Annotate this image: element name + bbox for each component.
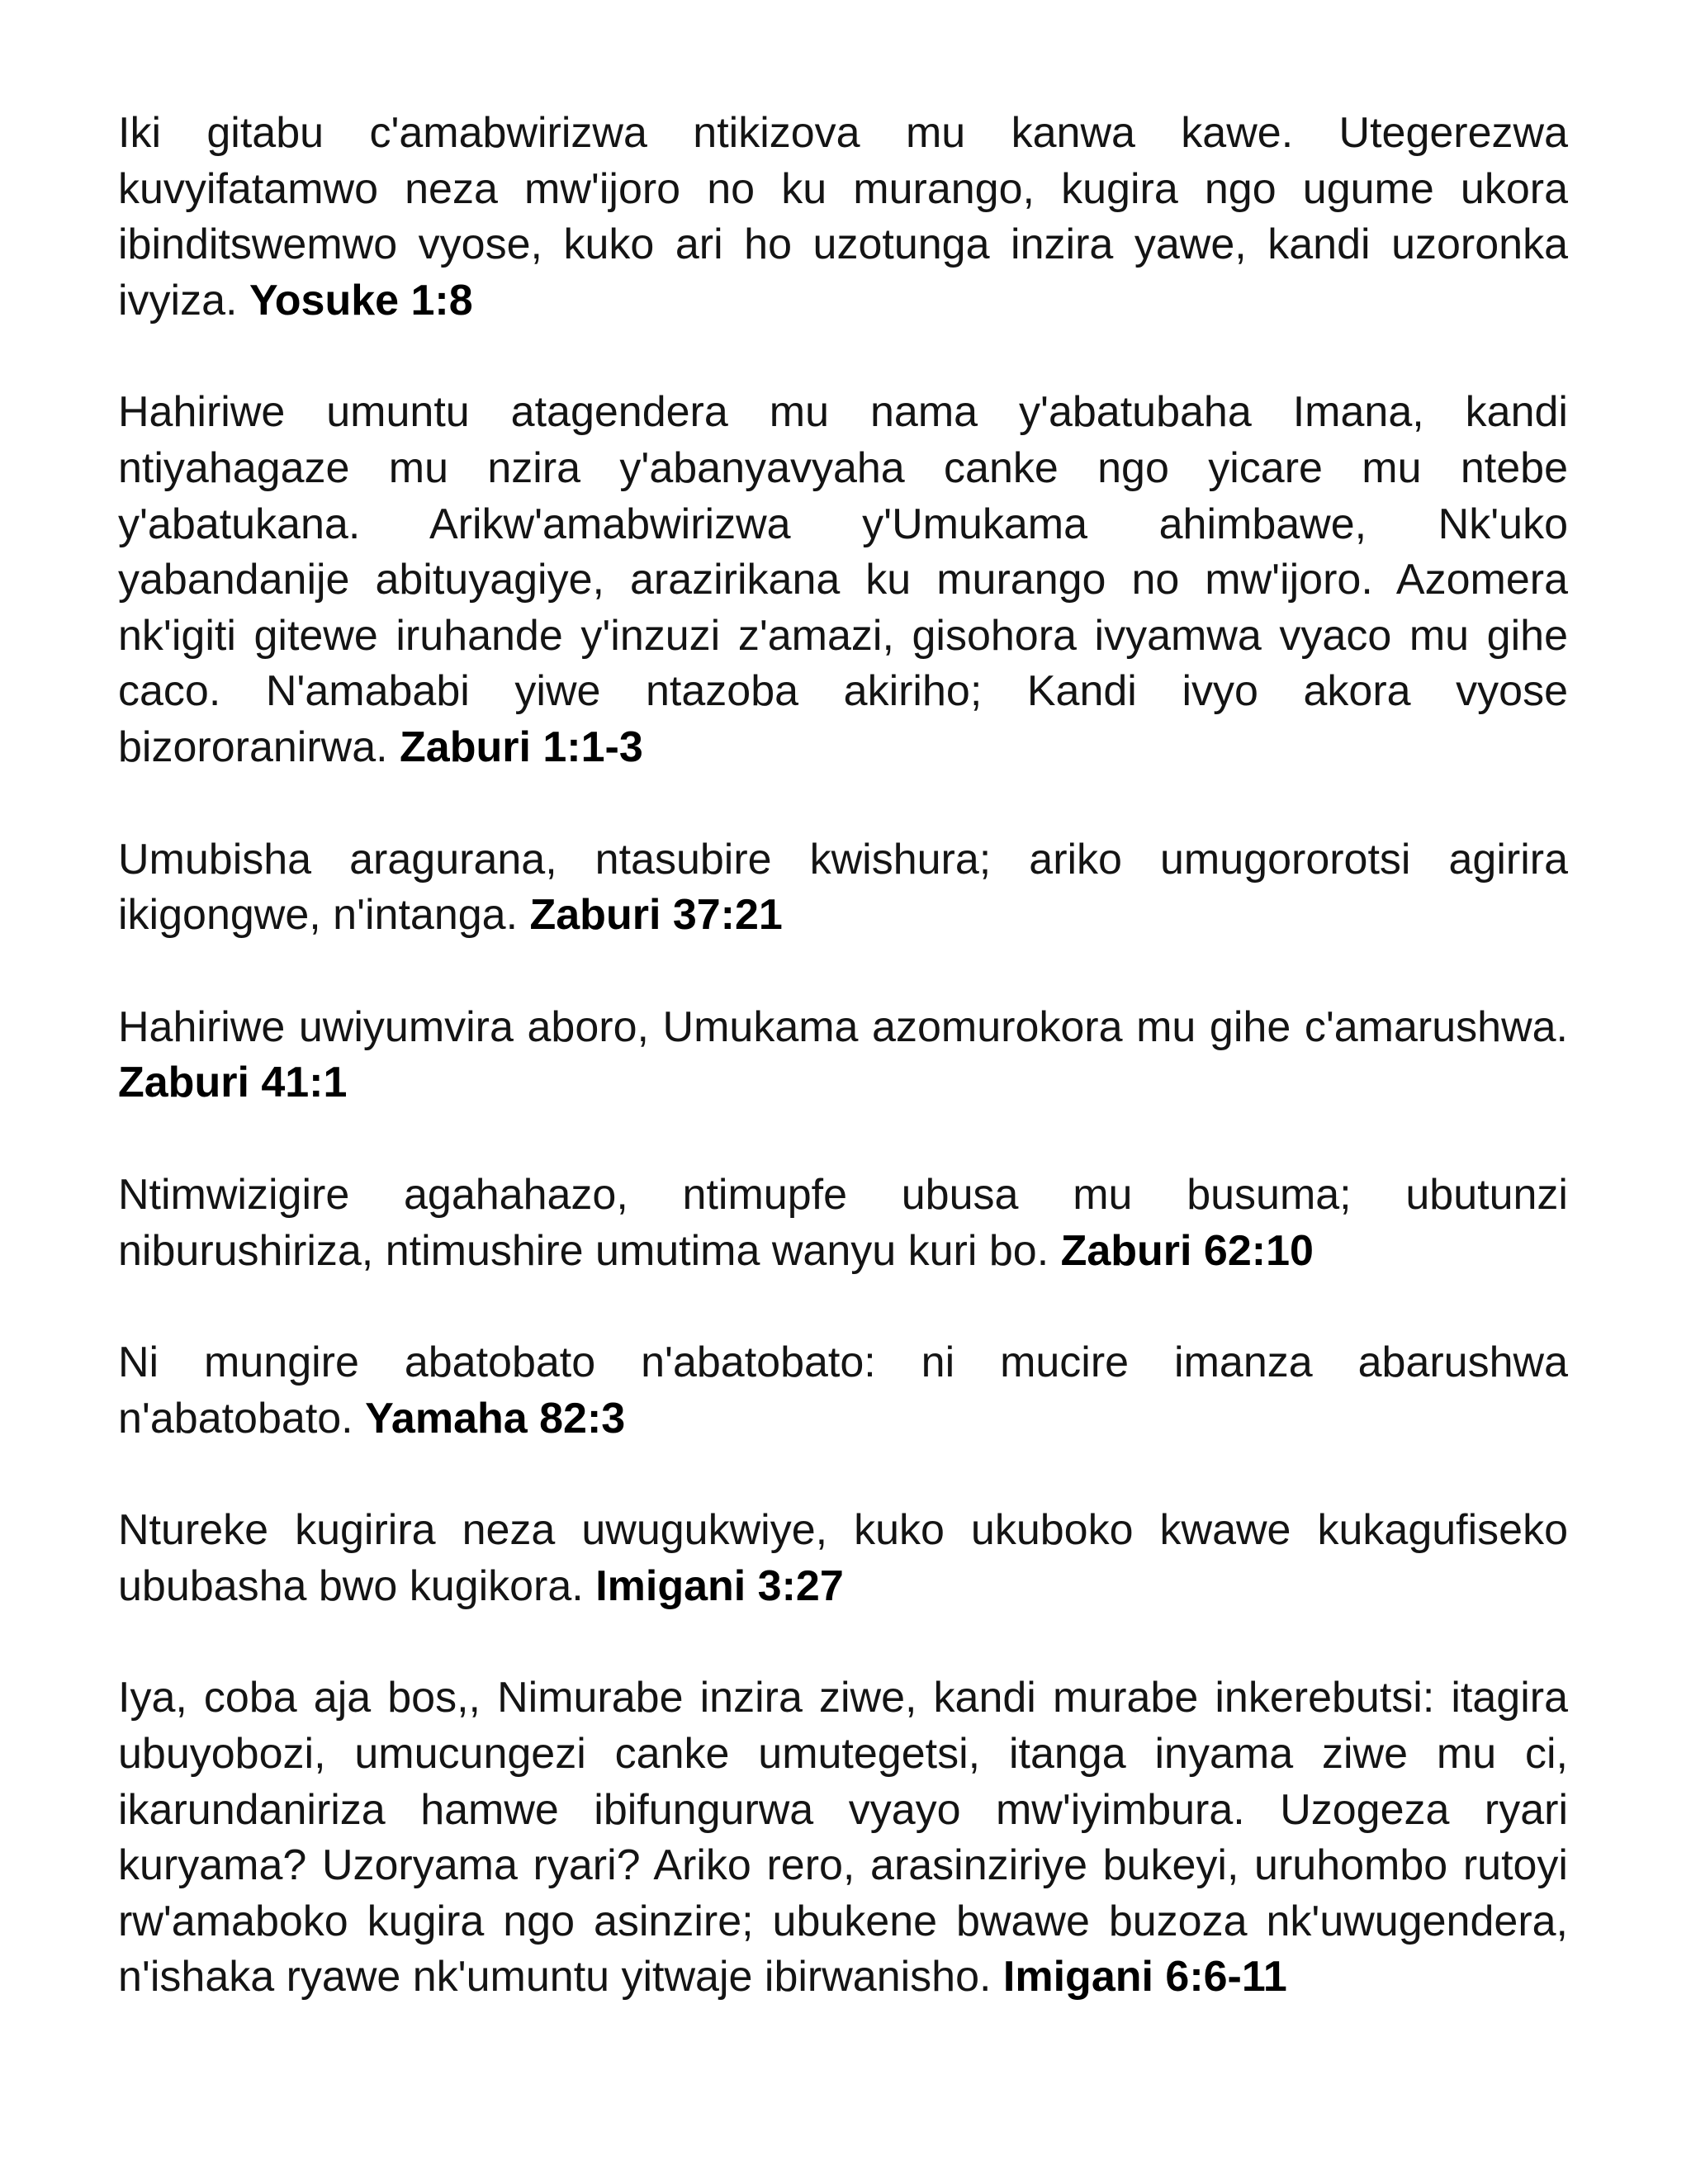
- passage-psalm-62-10: [118, 1168, 1568, 1279]
- passage-psalm-37-21: [118, 832, 1568, 944]
- passage-text: Umubisha aragurana, ntasubire kwishura; ariko umugororotsi agirira ikigongwe, n'intanga.: [118, 835, 1568, 940]
- passage-joshua-1-8: [118, 106, 1568, 329]
- passage-proverbs-6-6-11: [118, 1670, 1568, 2006]
- scripture-reference: Zaburi 37:21: [529, 891, 783, 940]
- scripture-reference: Zaburi 62:10: [1060, 1226, 1314, 1275]
- scripture-reference: Imigani 3:27: [595, 1561, 844, 1610]
- scripture-reference: Zaburi 1:1-3: [400, 722, 643, 771]
- passage-psalm-41-1: [118, 1000, 1568, 1111]
- passage-proverbs-3-27: [118, 1503, 1568, 1614]
- scripture-reference: Yamaha 82:3: [365, 1394, 626, 1443]
- passage-text: Ntimwizigire agahahazo, ntimupfe ubusa mu busuma; ubutunzi niburushiriza, ntimushire umutima wanyu kuri bo.: [118, 1170, 1568, 1275]
- passage-text: Ntureke kugirira neza uwugukwiye, kuko ukuboko kwawe kukagufiseko ububasha bwo kugikora.: [118, 1506, 1568, 1610]
- scripture-reference: Yosuke 1:8: [249, 276, 473, 325]
- passage-text: Iya, coba aja bos,, Nimurabe inzira ziwe, kandi murabe inkerebutsi: itagira ubuyobozi, umucungezi canke umutegetsi, itanga inyama ziwe mu ci, ikarundaniriza hamwe ibifungurwa vyayo mw'iyimbura. Uzogeza ryari kuryama? Uzoryama ryari? Ariko rero, arasinziriye bukeyi, uruhombo rutoyi rw'amaboko kugira ngo asinzire; ubukene bwawe buzoza nk'uwugendera, n'ishaka ryawe nk'umuntu yitwaje ibirwanisho.: [118, 1674, 1568, 2002]
- passage-text: Hahiriwe uwiyumvira aboro, Umukama azomurokora mu gihe c'amarushwa.: [118, 1002, 1568, 1051]
- passage-text: Ni mungire abatobato n'abatobato: ni mucire imanza abarushwa n'abatobato.: [118, 1338, 1568, 1443]
- scripture-reference: Imigani 6:6-11: [1002, 1953, 1287, 2002]
- passage-text: Iki gitabu c'amabwirizwa ntikizova mu kanwa kawe. Utegerezwa kuvyifatamwo neza mw'ijoro no ku murango, kugira ngo ugume ukora ibinditswemwo vyose, kuko ari ho uzotunga inzira yawe, kandi uzoronka ivyiza.: [118, 109, 1568, 325]
- passage-psalm-1-1-3: [118, 385, 1568, 775]
- scripture-reference: Zaburi 41:1: [118, 1059, 348, 1107]
- passage-82-3: [118, 1335, 1568, 1447]
- document-page: [118, 106, 1568, 2062]
- passage-text: Hahiriwe umuntu atagendera mu nama y'abatubaha Imana, kandi ntiyahagaze mu nzira y'abanyavyaha canke ngo yicare mu ntebe y'abatukana. Arikw'amabwirizwa y'Umukama ahimbawe, Nk'uko yabandanije abituyagiye, arazirikana ku murango no mw'ijoro. Azomera nk'igiti gitewe iruhande y'inzuzi z'amazi, gisohora ivyamwa vyaco mu gihe caco. N'amababi yiwe ntazoba akiriho; Kandi ivyo akora vyose bizororanirwa.: [118, 388, 1568, 771]
